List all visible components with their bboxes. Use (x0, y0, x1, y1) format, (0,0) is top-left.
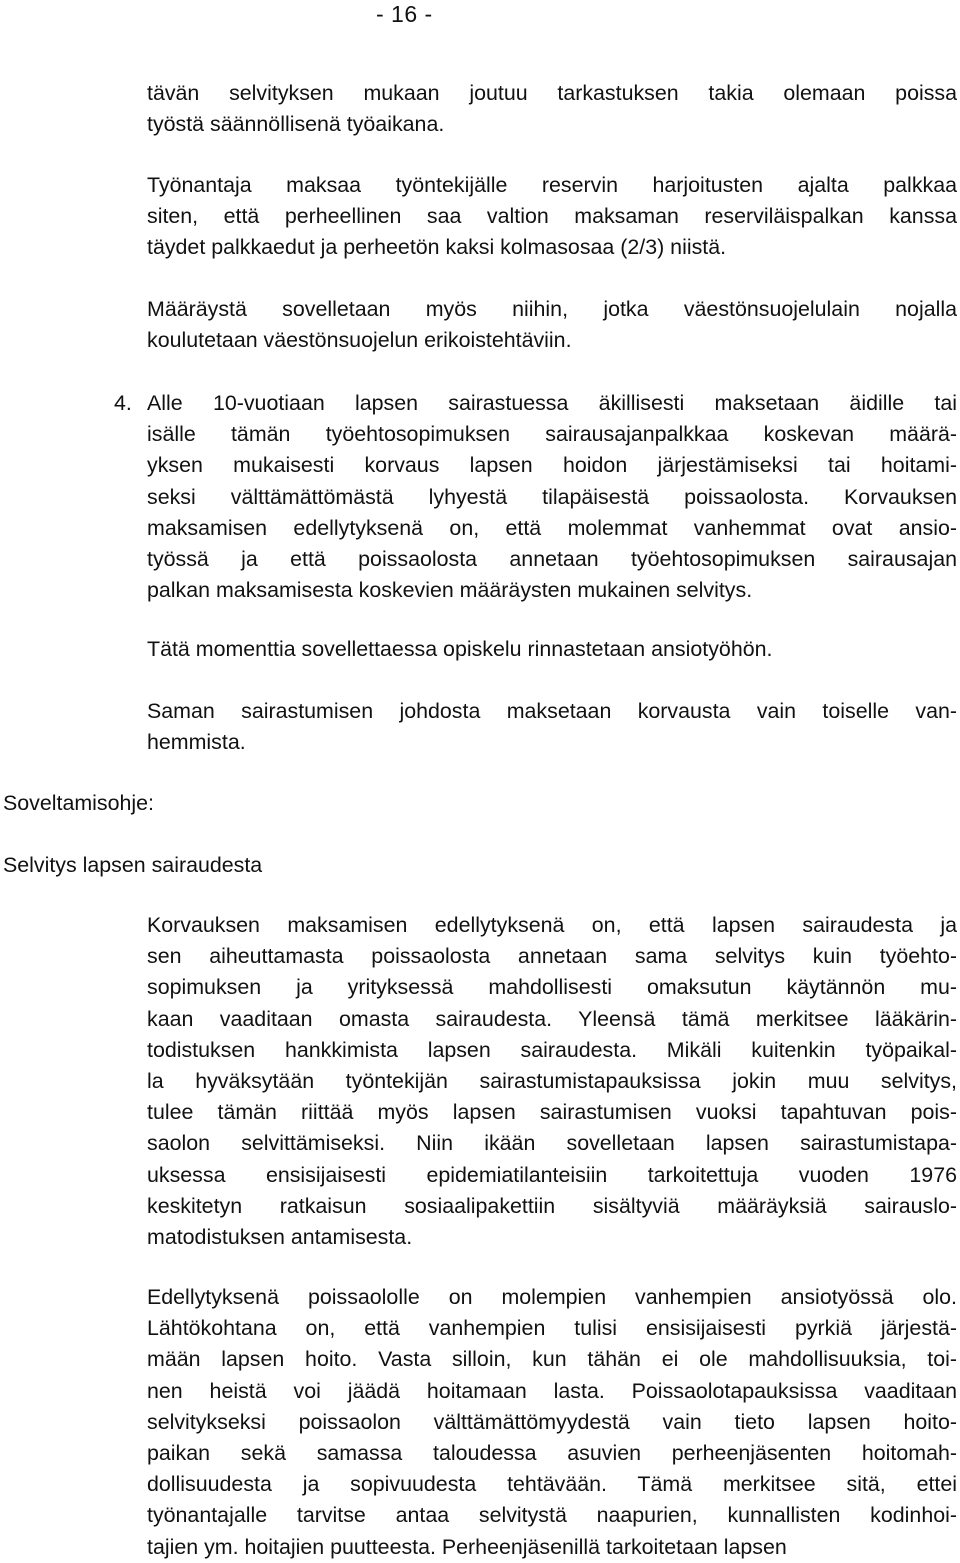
text-line: uksessa ensisijaisesti epidemiatilanteisiin tarkoitettuja vuoden 1976 (147, 1162, 957, 1187)
text-line: matodistuksen antamisesta. (147, 1225, 413, 1250)
text-line: siten, että perheellinen saa valtion maksaman reserviläispalkan kanssa (147, 204, 957, 229)
guidance-label: Soveltamisohje: (3, 791, 154, 815)
paragraph (147, 634, 957, 665)
text-line: yksen mukaisesti korvaus lapsen hoidon järjestämiseksi tai hoitami- (147, 453, 957, 478)
text-line: saolon selvittämiseksi. Niin ikään sovelletaan lapsen sairastumistapa- (147, 1131, 957, 1156)
text-line: sopimuksen ja yrityksessä mahdollisesti omaksutun käytännön mu- (147, 975, 957, 1000)
text-line: Saman sairastumisen johdosta maksetaan korvausta vain toiselle van- (147, 699, 957, 723)
text-line: todistuksen hankkimista lapsen sairaudesta. Mikäli kuitenkin työpaikal- (147, 1037, 957, 1062)
text-line: keskitetyn ratkaisun sosiaalipakettiin sisältyviä määräyksiä sairauslo- (147, 1193, 957, 1218)
text-line: Korvauksen maksamisen edellytyksenä on, että lapsen sairaudesta ja (147, 913, 957, 937)
text-line: palkan maksamisesta koskevien määräysten mukainen selvitys. (147, 578, 753, 603)
paragraph (147, 170, 957, 264)
text-line: koulutetaan väestönsuojelun erikoistehtäviin. (147, 328, 572, 353)
text-line: seksi välttämättömästä lyhyestä tilapäisestä poissaolosta. Korvauksen (147, 484, 957, 509)
text-line: täydet palkkaedut ja perheetön kaksi kolmasosaa (2/3) niistä. (147, 235, 727, 260)
paragraph (147, 78, 957, 140)
text-line: työstä säännöllisenä työaikana. (147, 112, 445, 137)
text-line: Tätä momenttia sovellettaessa opiskelu rinnastetaan ansiotyöhön. (147, 637, 773, 661)
text-line: tulee tämän riittää myös lapsen sairastumisen vuoksi tapahtuvan pois- (147, 1100, 957, 1125)
text-line: hemmista. (147, 730, 246, 755)
paragraph (147, 1282, 957, 1563)
text-line: paikan sekä samassa taloudessa asuvien perheenjäsenten hoitomah- (147, 1441, 957, 1466)
text-line: Edellytyksenä poissaololle on molempien vanhempien ansiotyössä olo. (147, 1285, 957, 1309)
text-line: mään lapsen hoito. Vasta silloin, kun tähän ei ole mahdollisuuksia, toi- (147, 1347, 957, 1372)
text-line: Lähtökohtana on, että vanhempien tulisi ensisijaisesti pyrkiä järjestä- (147, 1316, 957, 1341)
text-line: työssä ja että poissaolosta annetaan työehtosopimuksen sairausajan (147, 547, 957, 572)
text-line: Työnantaja maksaa työntekijälle reservin harjoitusten ajalta palkkaa (147, 173, 957, 197)
page-number: - 16 - (376, 1, 433, 27)
text-line: tävän selvityksen mukaan joutuu tarkastuksen takia olemaan poissa (147, 81, 957, 105)
text-line: tajien ym. hoitajien puutteesta. Perheenjäsenillä tarkoitetaan lapsen (147, 1534, 787, 1559)
text-line: maksamisen edellytyksenä on, että molemmat vanhemmat ovat ansio- (147, 515, 957, 540)
list-number: 4. (114, 391, 132, 415)
text-line: työnantajalle tarvitse antaa selvitystä naapurien, kunnallisten kodinhoi- (147, 1503, 957, 1528)
text-line: selvitykseksi poissaolon välttämättömyydestä vain tieto lapsen hoito- (147, 1409, 957, 1434)
text-line: dollisuudesta ja sopivuudesta tehtävään. Tämä merkitsee sitä, ettei (147, 1472, 957, 1497)
text-line: nen heistä voi jäädä hoitamaan lasta. Poissaolotapauksissa vaaditaan (147, 1378, 957, 1403)
text-line: isälle tämän työehtosopimuksen sairausajanpalkkaa koskevan määrä- (147, 422, 957, 447)
section-heading: Selvitys lapsen sairaudesta (3, 853, 263, 877)
paragraph (147, 910, 957, 1253)
text-line: Alle 10-vuotiaan lapsen sairastuessa äkillisesti maksetaan äidille tai (147, 391, 957, 415)
text-line: sen aiheuttamasta poissaolosta annetaan sama selvitys kuin työehto- (147, 944, 957, 969)
paragraph (147, 294, 957, 356)
text-line: la hyväksytään työntekijän sairastumistapauksissa jokin muu selvitys, (147, 1069, 957, 1094)
numbered-paragraph (147, 388, 957, 606)
text-line: kaan vaaditaan omasta sairaudesta. Yleensä tämä merkitsee lääkärin- (147, 1006, 957, 1031)
paragraph (147, 696, 957, 758)
text-line: Määräystä sovelletaan myös niihin, jotka väestönsuojelulain nojalla (147, 297, 957, 321)
